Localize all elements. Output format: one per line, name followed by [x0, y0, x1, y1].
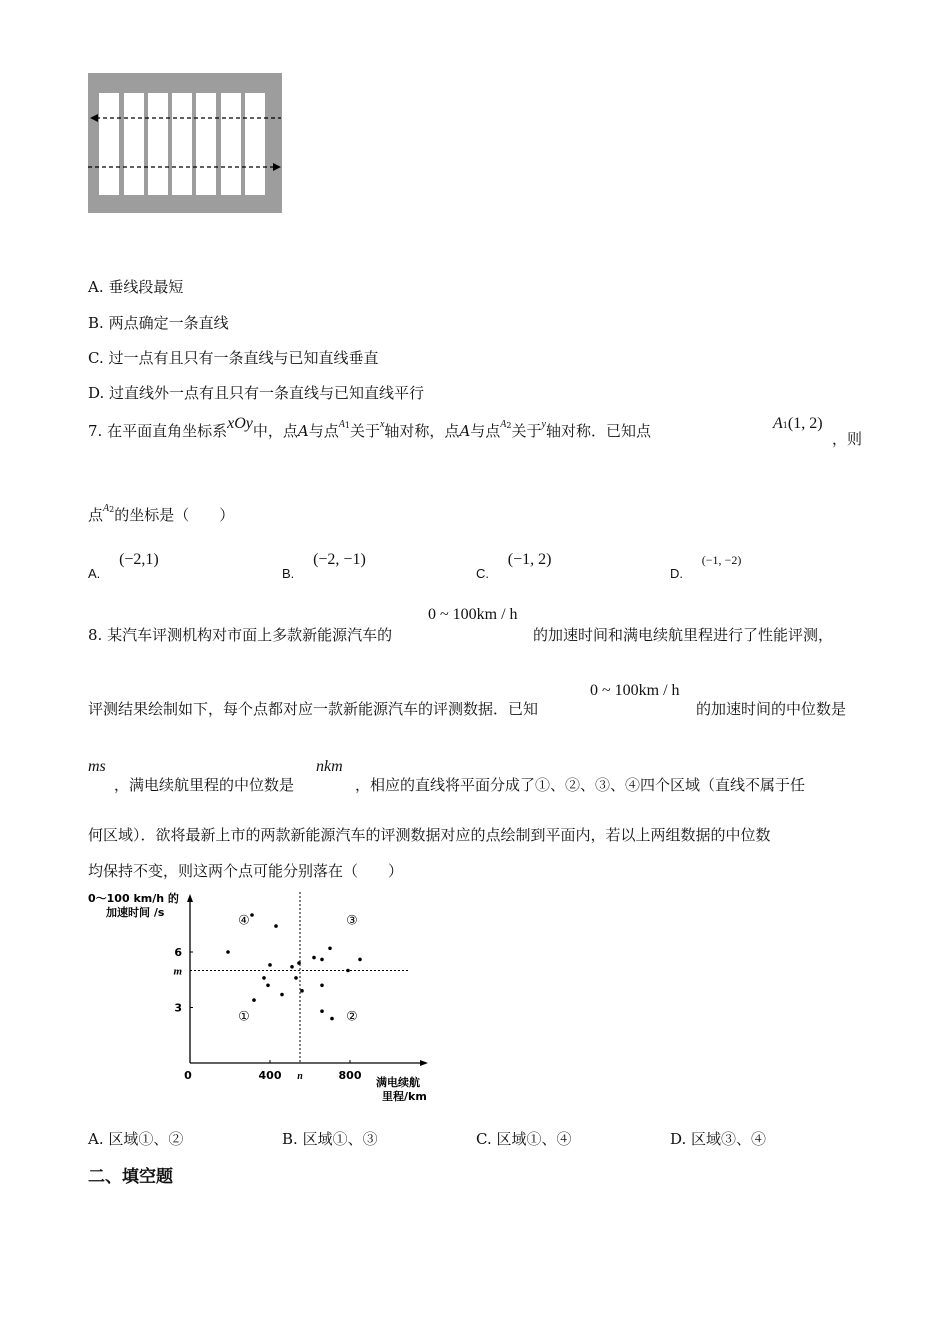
scatter-point	[300, 989, 304, 993]
q6-option-c[interactable]: C. 过一点有且只有一条直线与已知直线垂直	[88, 349, 379, 367]
q8-line4: 何区域）．欲将最新上市的两款新能源汽车的评测数据对应的点绘制到平面内，若以上两组数据的中位数	[88, 826, 771, 844]
scatter-point	[320, 958, 324, 962]
q7-option-c[interactable]: C. (−1, 2)	[476, 551, 552, 581]
x-median-label: n	[297, 1071, 303, 1082]
y-median-label: m	[173, 965, 182, 978]
scatter-point	[346, 969, 350, 973]
scatter-point	[294, 976, 298, 980]
region-label: ③	[346, 913, 358, 929]
q7-option-d[interactable]: D. (−1, −2)	[670, 553, 742, 581]
q6-option-a[interactable]: A. 垂线段最短	[88, 278, 184, 296]
region-label: ②	[346, 1009, 358, 1025]
region-label: ④	[238, 913, 250, 929]
scatter-point	[268, 963, 272, 967]
y-tick-label: 3	[174, 1001, 182, 1015]
x-axis-label-1: 满电续航	[376, 1076, 420, 1089]
scatter-point	[252, 998, 256, 1002]
q8-option-c[interactable]: C. 区域①、④	[476, 1130, 572, 1148]
scatter-point	[358, 958, 362, 962]
scatter-point	[320, 1009, 324, 1013]
q8-option-d[interactable]: D. 区域③、④	[670, 1130, 767, 1148]
q7-option-a[interactable]: A. (−2,1)	[88, 551, 159, 581]
q7-option-b[interactable]: B. (−2, −1)	[282, 551, 366, 581]
y-axis-label-1: 0～100 km/h 的	[88, 892, 179, 905]
crosswalk-figure	[88, 73, 282, 213]
region-label: ①	[238, 1009, 250, 1025]
q6-option-b[interactable]: B. 两点确定一条直线	[88, 314, 229, 332]
section-heading: 二、填空题	[88, 1167, 173, 1187]
scatter-point	[312, 956, 316, 960]
x-tick-label: 400	[258, 1069, 282, 1082]
x-tick-label: 0	[184, 1069, 192, 1082]
q8-line2: 评测结果绘制如下，每个点都对应一款新能源汽车的评测数据．已知	[88, 700, 539, 718]
scatter-point	[274, 924, 278, 928]
q7-given-point: A1(1, 2)	[773, 415, 823, 432]
scatter-chart	[80, 888, 440, 1110]
q7-stem-line1: 7. 在平面直角坐标系xOy中，点A与点$^{A1}$关于$^x$轴对称，点A与点$^{A2}$关于$^y$轴对称．已知点	[88, 415, 651, 440]
q8-line2-end: 的加速时间的中位数是	[696, 700, 847, 718]
q8-line3b: ，相应的直线将平面分成了①、②、③、④四个区域（直线不属于任	[355, 776, 806, 794]
q8-nkm: nkm	[316, 758, 343, 775]
q8-option-a[interactable]: A. 区域①、②	[88, 1130, 184, 1148]
q8-line3a: ，满电续航里程的中位数是	[114, 776, 295, 794]
x-tick-label: 800	[338, 1069, 362, 1082]
q8-speed-1: 0 ~ 100km / h	[428, 606, 518, 623]
scatter-point	[290, 965, 294, 969]
q7-stem-line2: 点$^{A2}$的坐标是（ ）	[88, 503, 235, 524]
q8-speed-2: 0 ~ 100km / h	[590, 682, 680, 699]
scatter-point	[297, 961, 301, 965]
q8-line5: 均保持不变，则这两个点可能分别落在（ ）	[88, 862, 404, 880]
scatter-point	[280, 993, 284, 997]
x-axis-arrow	[420, 1060, 428, 1066]
scatter-point	[328, 947, 332, 951]
y-tick-label: 6	[174, 946, 182, 959]
q8-ms: ms	[88, 758, 106, 775]
q8-line1-end: 的加速时间和满电续航里程进行了性能评测，	[533, 626, 834, 644]
scatter-point	[330, 1017, 334, 1021]
q7-stem-end: ，则	[832, 430, 863, 448]
scatter-point	[266, 984, 270, 988]
q6-option-d[interactable]: D. 过直线外一点有且只有一条直线与已知直线平行	[88, 384, 425, 402]
scatter-point	[226, 950, 230, 954]
scatter-point	[262, 976, 266, 980]
q8-option-b[interactable]: B. 区域①、③	[282, 1130, 378, 1148]
scatter-point	[250, 913, 254, 917]
q8-line1: 8. 某汽车评测机构对市面上多款新能源汽车的	[88, 626, 393, 644]
y-axis-label-2: 加速时间 /s	[106, 906, 165, 919]
x-axis-label-2: 里程/km	[382, 1090, 427, 1103]
y-axis-arrow	[187, 894, 193, 902]
scatter-point	[320, 984, 324, 988]
